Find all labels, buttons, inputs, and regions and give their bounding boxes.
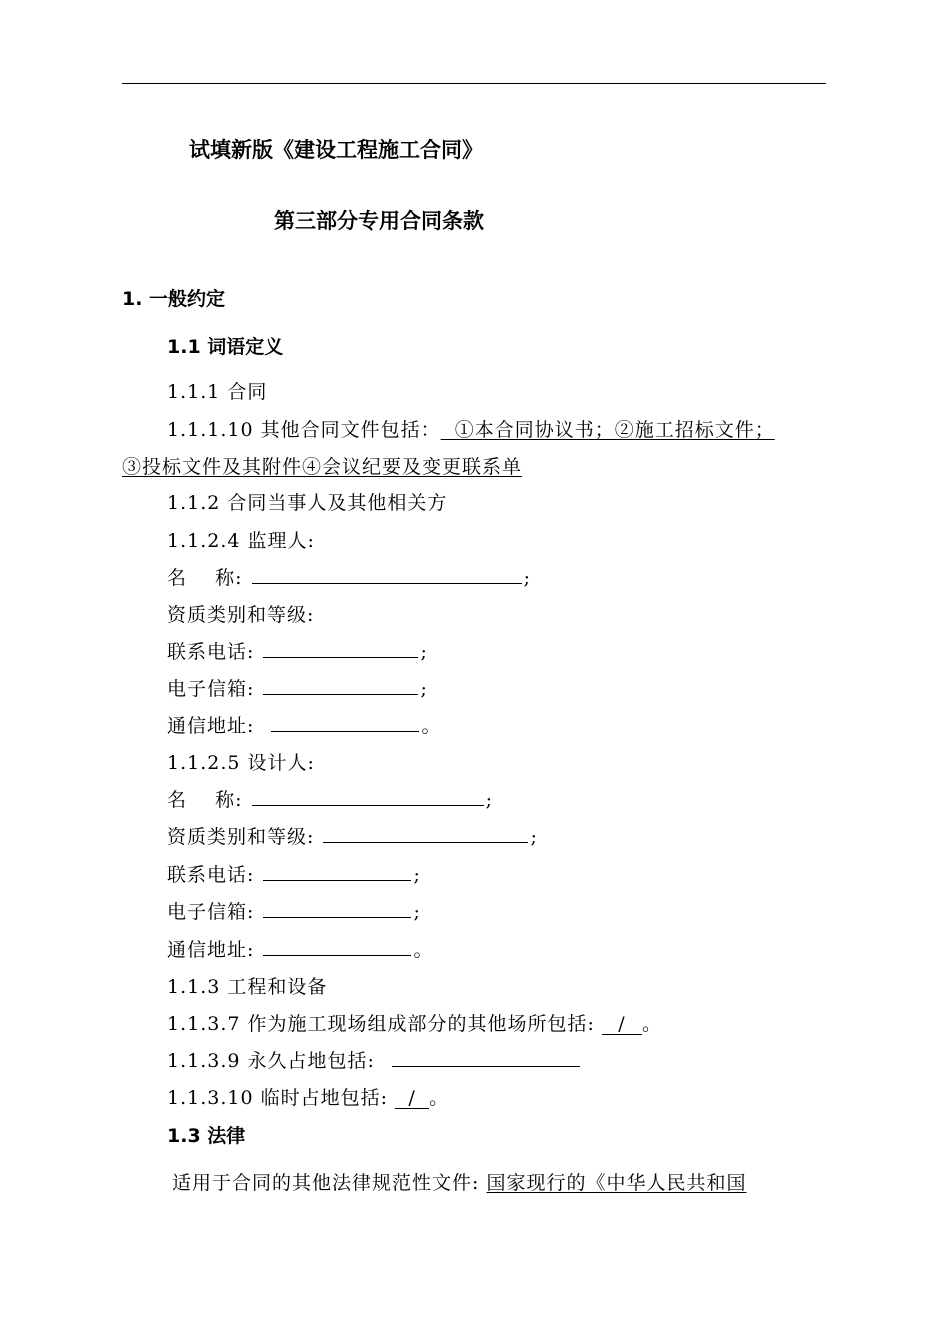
designer-heading: 1.1.2.5 设计人: bbox=[167, 752, 315, 774]
designer-name-row: 名 称: ; bbox=[167, 789, 494, 811]
designer-address-blank[interactable] bbox=[263, 937, 411, 956]
field-label: 联系电话: bbox=[167, 864, 255, 886]
supervisor-address-blank[interactable] bbox=[271, 713, 419, 732]
section-heading-1-1-1: 1.1.1 合同 bbox=[167, 381, 268, 403]
field-label: 名 称: bbox=[167, 789, 243, 811]
header-rule bbox=[122, 83, 826, 84]
clause-label: 1.1.3.9 永久占地包括: bbox=[167, 1050, 375, 1072]
designer-name-blank[interactable] bbox=[252, 787, 484, 806]
supervisor-phone-blank[interactable] bbox=[263, 639, 418, 658]
field-label: 通信地址: bbox=[167, 939, 255, 961]
clause-value: 国家现行的《中华人民共和国 bbox=[486, 1172, 747, 1194]
section-heading-1-1-2: 1.1.2 合同当事人及其他相关方 bbox=[167, 492, 448, 514]
clause-label: 1.1.3.7 作为施工现场组成部分的其他场所包括: bbox=[167, 1013, 595, 1035]
clause-1-1-3-7: 1.1.3.7 作为施工现场组成部分的其他场所包括: / 。 bbox=[167, 1013, 662, 1035]
supervisor-email-blank[interactable] bbox=[263, 676, 418, 695]
clause-value[interactable]: / bbox=[395, 1088, 429, 1109]
section-heading-1-1-3: 1.1.3 工程和设备 bbox=[167, 976, 328, 998]
field-label: 电子信箱: bbox=[167, 678, 255, 700]
designer-qualification-blank[interactable] bbox=[323, 824, 528, 843]
designer-phone-blank[interactable] bbox=[263, 862, 411, 881]
clause-value: ①本合同协议书；②施工招标文件； bbox=[440, 419, 775, 441]
designer-address-row: 通信地址: 。 bbox=[167, 939, 434, 961]
document-title: 试填新版《建设工程施工合同》 bbox=[189, 138, 483, 162]
field-label: 资质类别和等级: bbox=[167, 826, 315, 848]
supervisor-phone-row: 联系电话: ; bbox=[167, 641, 428, 663]
section-heading-1: 1. 一般约定 bbox=[122, 288, 226, 310]
clause-1-1-3-10: 1.1.3.10 临时占地包括: / 。 bbox=[167, 1087, 450, 1109]
designer-qualification-row: 资质类别和等级: ; bbox=[167, 826, 538, 848]
law-clause bbox=[172, 1170, 746, 1196]
section-heading-1-1: 1.1 词语定义 bbox=[167, 336, 284, 358]
supervisor-qualification-row: 资质类别和等级: bbox=[167, 604, 315, 626]
supervisor-heading: 1.1.2.4 监理人: bbox=[167, 530, 315, 552]
field-label: 名 称: bbox=[167, 567, 243, 589]
document-subtitle: 第三部分专用合同条款 bbox=[274, 209, 484, 233]
supervisor-address-row: 通信地址: 。 bbox=[167, 715, 442, 737]
clause-value-continued: ③投标文件及其附件④会议纪要及变更联系单 bbox=[122, 456, 523, 478]
clause-1-1-1-10 bbox=[167, 417, 775, 443]
designer-email-blank[interactable] bbox=[263, 899, 411, 918]
clause-label: 1.1.3.10 临时占地包括: bbox=[167, 1087, 389, 1109]
supervisor-email-row: 电子信箱: ; bbox=[167, 678, 428, 700]
supervisor-name-blank[interactable] bbox=[252, 565, 522, 584]
supervisor-name-row: 名 称: ; bbox=[167, 567, 532, 589]
field-label: 通信地址: bbox=[167, 715, 255, 737]
clause-label: 适用于合同的其他法律规范性文件: bbox=[172, 1172, 480, 1194]
designer-phone-row: 联系电话: ; bbox=[167, 864, 421, 886]
field-label: 联系电话: bbox=[167, 641, 255, 663]
designer-email-row: 电子信箱: ; bbox=[167, 901, 421, 923]
section-heading-1-3: 1.3 法律 bbox=[167, 1125, 246, 1147]
clause-label: 1.1.1.10 其他合同文件包括： bbox=[167, 419, 441, 441]
clause-value[interactable]: / bbox=[602, 1014, 642, 1035]
clause-1-1-3-9 bbox=[167, 1048, 582, 1074]
field-label: 电子信箱: bbox=[167, 901, 255, 923]
permanent-land-blank[interactable] bbox=[392, 1048, 580, 1067]
